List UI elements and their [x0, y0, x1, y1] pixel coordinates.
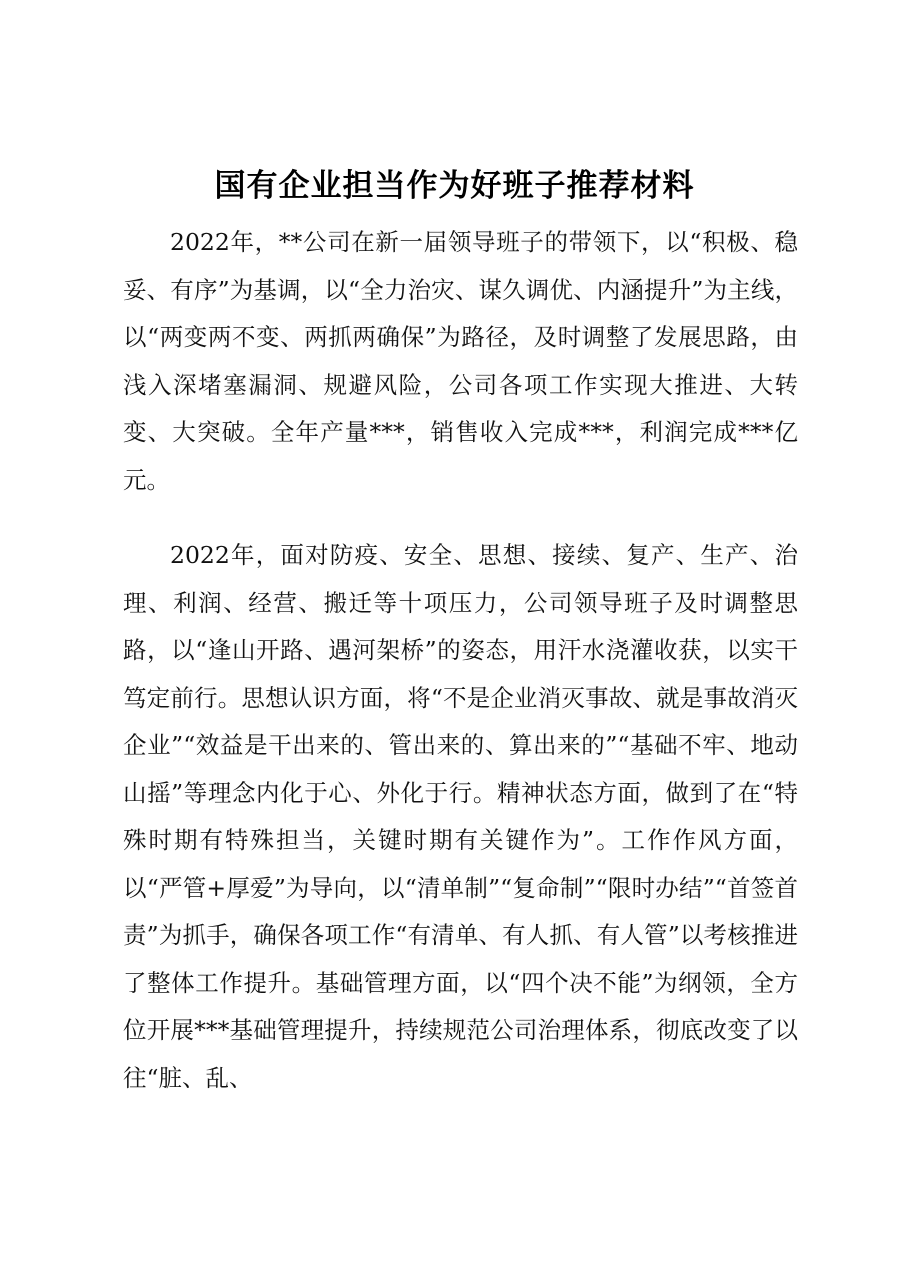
document-title: 国有企业担当作为好班子推荐材料: [214, 168, 695, 204]
paragraph-1: 2022年，**公司在新一届领导班子的带领下，以“积极、稳妥、有序”为基调，以“全力治灾、谋久调优、内涵提升”为主线，以“两变两不变、两抓两确保”为路径，及时调整了发展思路，由浅入深堵塞漏洞、规避风险，公司各项工作实现大推进、大转变、大突破。全年产量***，销售收入完成***，利润完成***亿元。: [123, 228, 798, 494]
paragraph-2: 2022年，面对防疫、安全、思想、接续、复产、生产、治理、利润、经营、搬迁等十项压力，公司领导班子及时调整思路，以“逢山开路、遇河架桥”的姿态，用汗水浇灌收获，以实干笃定前行。思想认识方面，将“不是企业消灭事故、就是事故消灭企业”“效益是干出来的、管出来的、算出来的”“基础不牢、地动山摇”等理念内化于心、外化于行。精神状态方面，做到了在“特殊时期有特殊担当，关键时期有关键作为”。工作作风方面，以“严管+厚爱”为导向，以“清单制”“复命制”“限时办结”“首签首责”为抓手，确保各项工作“有清单、有人抓、有人管”以考核推进了整体工作提升。基础管理方面，以“四个决不能”为纲领，全方位开展***基础管理提升，持续规范公司治理体系，彻底改变了以往“脏、乱、: [123, 541, 798, 1092]
